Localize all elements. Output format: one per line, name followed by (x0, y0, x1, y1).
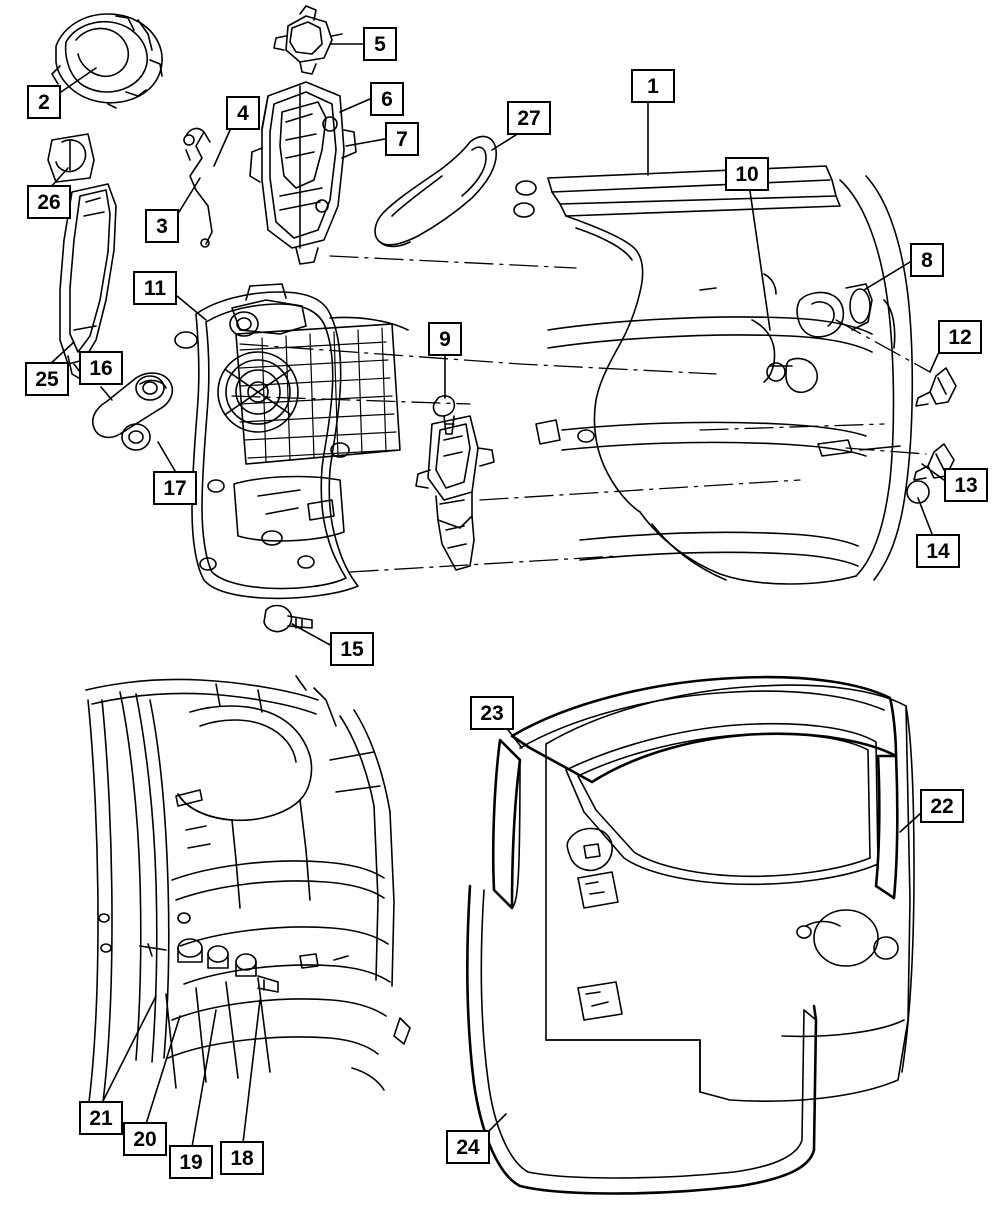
callout-3[interactable]: 3 (145, 209, 179, 243)
callout-20[interactable]: 20 (123, 1122, 167, 1156)
part-2-housing (52, 14, 162, 108)
callout-9[interactable]: 9 (428, 322, 462, 356)
callout-27[interactable]: 27 (507, 101, 551, 135)
callout-8[interactable]: 8 (910, 243, 944, 277)
callout-11[interactable]: 11 (133, 271, 177, 305)
callout-13[interactable]: 13 (944, 468, 988, 502)
leader-lines (48, 44, 944, 1147)
part-6-7-latch (250, 82, 356, 264)
callout-7[interactable]: 7 (385, 122, 419, 156)
callout-2[interactable]: 2 (27, 85, 61, 119)
callout-15[interactable]: 15 (330, 632, 374, 666)
callout-26[interactable]: 26 (27, 185, 71, 219)
callout-25[interactable]: 25 (25, 362, 69, 396)
callout-6[interactable]: 6 (370, 82, 404, 116)
door-outer-panel-upper (514, 166, 929, 584)
callout-4[interactable]: 4 (226, 96, 260, 130)
callout-18[interactable]: 18 (220, 1141, 264, 1175)
callout-21[interactable]: 21 (79, 1101, 123, 1135)
callout-22[interactable]: 22 (920, 789, 964, 823)
callout-17[interactable]: 17 (153, 471, 197, 505)
callout-19[interactable]: 19 (169, 1145, 213, 1179)
inner-panel-module (175, 284, 408, 598)
lower-left-body-view (74, 676, 410, 1116)
callout-1[interactable]: 1 (631, 69, 675, 103)
callout-10[interactable]: 10 (725, 157, 769, 191)
callout-24[interactable]: 24 (446, 1130, 490, 1164)
callout-5[interactable]: 5 (363, 27, 397, 61)
part-26-clip (48, 134, 94, 182)
callout-16[interactable]: 16 (79, 351, 123, 385)
sill-fasteners (140, 939, 348, 992)
callout-14[interactable]: 14 (916, 534, 960, 568)
part-15-bolt (264, 606, 312, 632)
part-12-bolt (916, 368, 956, 406)
callout-12[interactable]: 12 (938, 320, 982, 354)
lower-right-door-view (467, 677, 914, 1193)
callout-23[interactable]: 23 (470, 696, 514, 730)
part-5-actuator (274, 6, 342, 74)
inner-latch-assembly (416, 416, 494, 570)
part-4-rod (184, 129, 212, 247)
